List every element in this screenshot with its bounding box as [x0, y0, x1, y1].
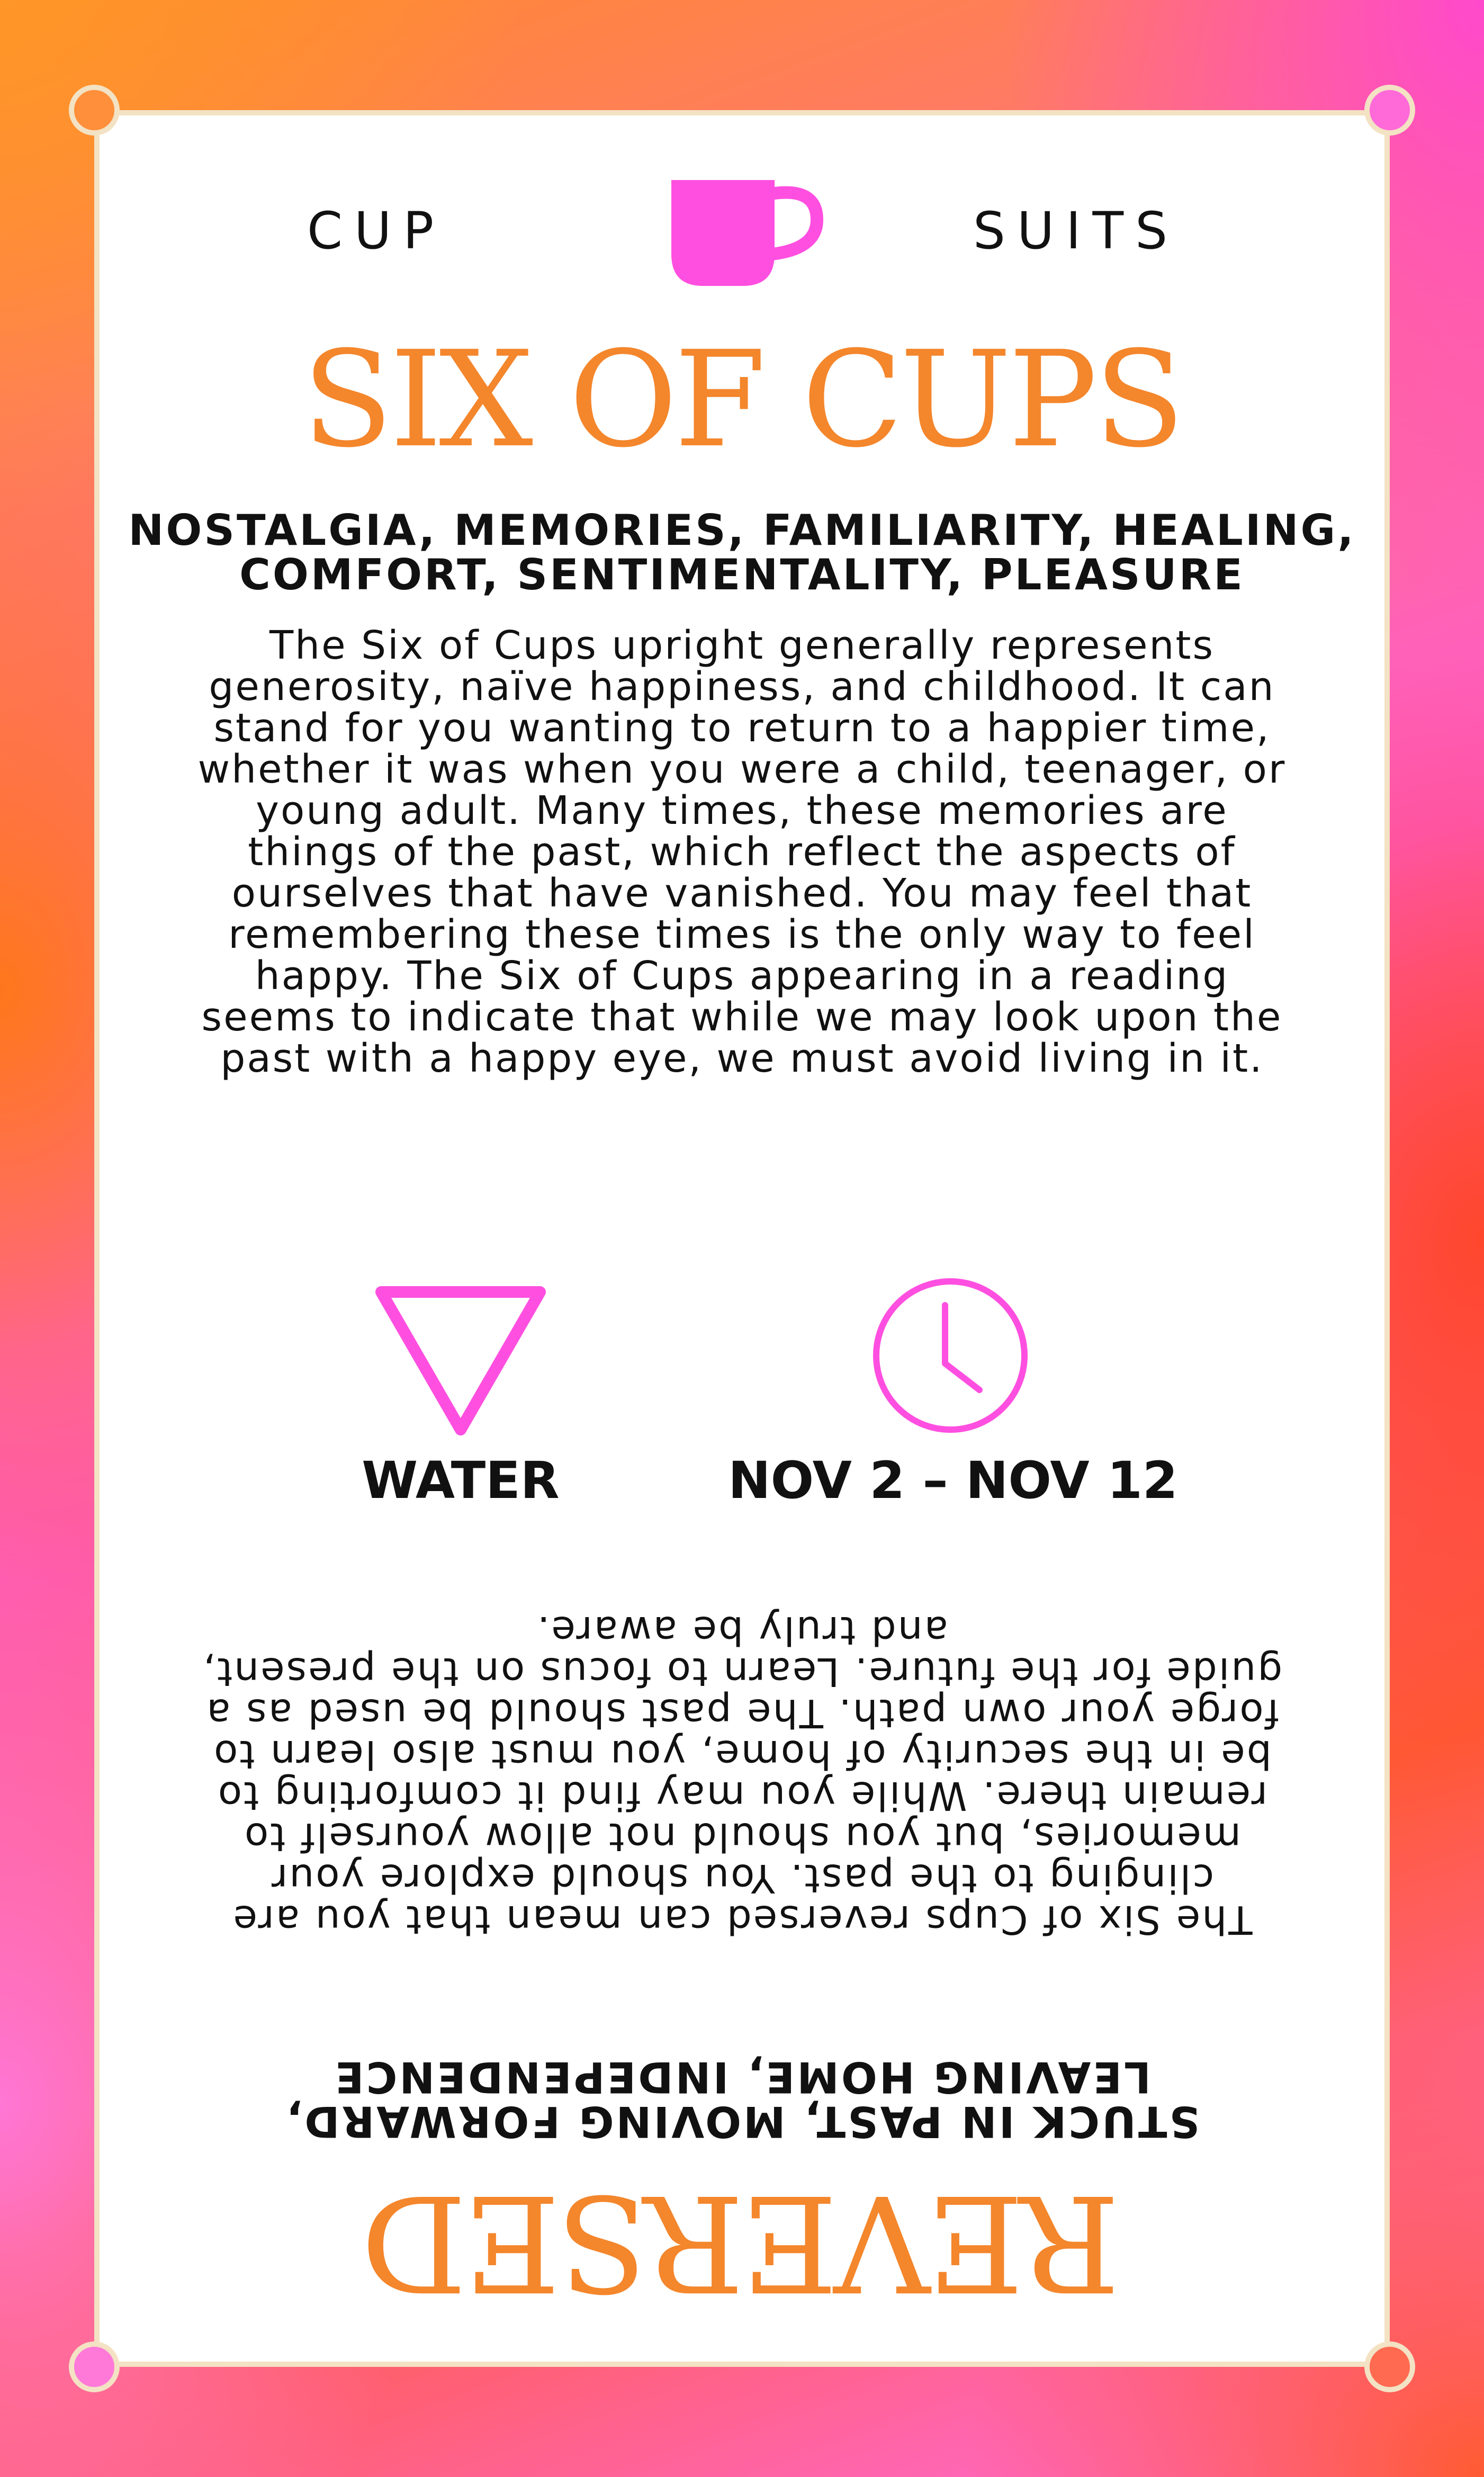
reversed-title: REVERSED [364, 2166, 1120, 2320]
corner-notch [1364, 2341, 1415, 2392]
cup-icon [666, 175, 825, 291]
corner-notch [1364, 85, 1415, 136]
cup-label: CUP [307, 201, 446, 261]
reversed-keywords: STUCK IN PAST, MOVING FORWARD, LEAVING HOME, INDEPENDENCE [284, 2052, 1200, 2146]
clock-icon [868, 1273, 1032, 1438]
date-range-label: NOV 2 – NOV 12 [728, 1451, 1178, 1510]
water-triangle-icon [371, 1281, 551, 1440]
corner-notch [69, 85, 120, 136]
element-label: WATER [362, 1451, 560, 1510]
upright-keywords: NOSTALGIA, MEMORIES, FAMILIARITY, HEALING, COMFORT, SENTIMENTALITY, PLEASURE [128, 506, 1356, 599]
corner-notch [69, 2341, 120, 2392]
card-title: SIX OF CUPS [302, 322, 1182, 477]
upright-description: The Six of Cups upright generally represents generosity, naïve happiness, and childhood. It can stand for you wanting to return to a happier time, whether it was when you were a child, teenager, or young adult. Many times, these memories are things of the past, which reflect the aspects of ourselves that have vanished. You may feel that remembering these times is the only way to feel happy. The Six of Cups appearing in a reading seems to indicate that while we may look upon the past with a happy eye, we must avoid living in it. [197, 623, 1287, 1081]
suits-label: SUITS [973, 201, 1180, 261]
reversed-description: The Six of Cups reversed can mean that you are clinging to the past. You should explore your memories, but you should not allow yourself to remain there. While you may find it comforting to be in the security of home, you must also learn to forge your own path. The past should be used as a guide for the future. Learn to focus on the present, and truly be aware. [201, 1608, 1283, 1942]
